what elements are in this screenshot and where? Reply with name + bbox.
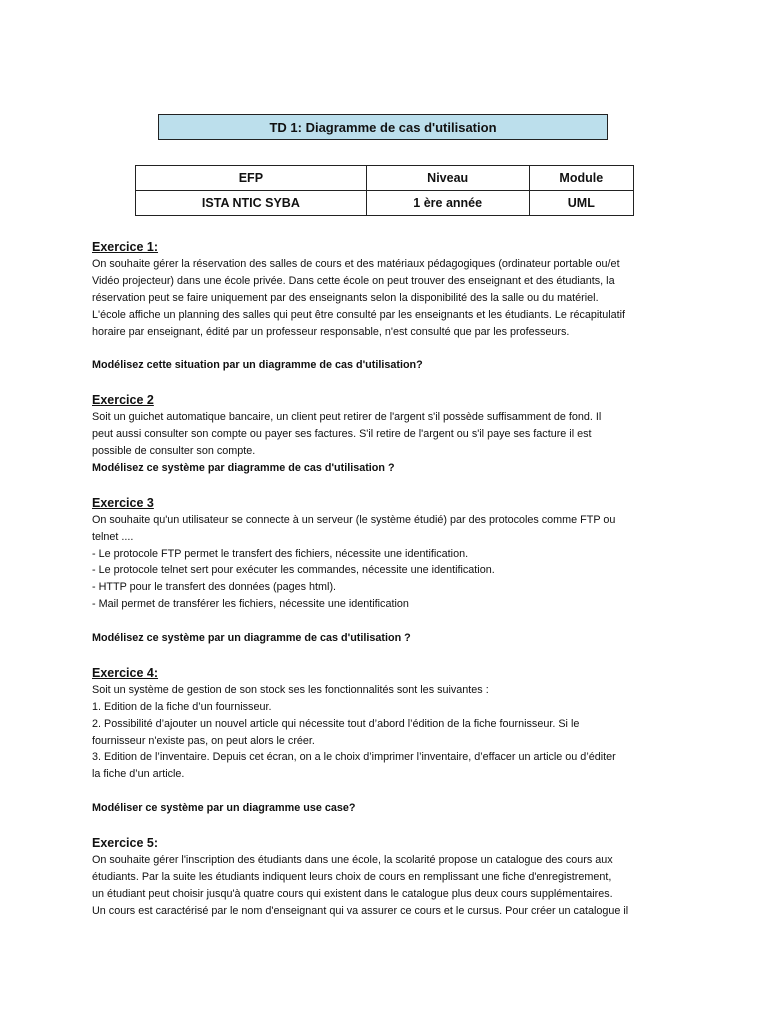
exercise-3-line: - HTTP pour le transfert des données (pages html). (92, 581, 337, 594)
value-efp: ISTA NTIC SYBA (136, 191, 367, 216)
exercise-5-title: Exercice 5: (92, 835, 159, 850)
exercise-4-line: 1. Edition de la fiche d’un fournisseur. (92, 700, 272, 713)
info-table (135, 165, 634, 216)
exercise-2 (92, 391, 684, 477)
exercise-4-line: Soit un système de gestion de son stock ses les fonctionnalités sont les suivantes : (92, 683, 489, 696)
exercise-5-line: un étudiant peut choisir jusqu'à quatre cours qui existent dans le catalogue plus deux cours supplémentaires. (92, 887, 613, 900)
exercise-5-line: étudiants. Par la suite les étudiants indiquent leurs choix de cours en remplissant une fiche d'enregistrement, (92, 870, 612, 883)
exercise-5 (92, 834, 684, 920)
header-niveau: Niveau (366, 166, 529, 191)
exercise-3-line: - Mail permet de transférer les fichiers, nécessite une identification (92, 598, 409, 611)
header-efp: EFP (136, 166, 367, 191)
exercise-5-line: Un cours est caractérisé par le nom d'enseignant qui va assurer ce cours et le cursus. Pour créer un catalogue il (92, 904, 629, 917)
exercise-3-question: Modélisez ce système par un diagramme de cas d'utilisation ? (92, 632, 411, 645)
exercise-1-title: Exercice 1: (92, 240, 159, 254)
exercise-1-line: Vidéo projecteur) dans une école privée. Dans cette école on peut trouver des enseignant et des étudiants, la (92, 274, 615, 287)
exercise-2-line: possible de consulter son compte. (92, 445, 256, 458)
exercise-2-line: Soit un guichet automatique bancaire, un client peut retirer de l'argent s'il possède suffisamment de fond. Il (92, 411, 602, 424)
document-body (92, 238, 684, 920)
exercise-5-line: On souhaite gérer l'inscription des étudiants dans une école, la scolarité propose un catalogue des cours aux (92, 853, 613, 866)
exercise-3-line: - Le protocole FTP permet le transfert des fichiers, nécessite une identification. (92, 547, 469, 560)
header-module: Module (529, 166, 633, 191)
exercise-2-line: peut aussi consulter son compte ou payer ses factures. S'il retire de l'argent ou s'il paye ses facture il est (92, 428, 592, 441)
exercise-1-line: réservation peut se faire uniquement par des enseignants selon la disponibilité des la salle ou du matériel. (92, 291, 599, 304)
exercise-3-line: telnet .... (92, 530, 134, 543)
exercise-1-line: On souhaite gérer la réservation des salles de cours et des matériaux pédagogiques (ordinateur portable ou/et (92, 258, 620, 270)
exercise-1-line: L'école affiche un planning des salles qui peut être consulté par les enseignants et les étudiants. Le récapitulatif (92, 308, 626, 321)
table-header-row (136, 166, 634, 191)
exercise-3-line: - Le protocole telnet sert pour exécuter les commandes, nécessite une identification. (92, 564, 495, 577)
exercise-4-line: 3. Edition de l’inventaire. Depuis cet écran, on a le choix d’imprimer l’inventaire, d’effacer un article ou d’éditer (92, 751, 616, 764)
exercise-4-line: fournisseur n'existe pas, on peut alors le créer. (92, 734, 315, 747)
exercise-2-question: Modélisez ce système par diagramme de cas d'utilisation ? (92, 461, 395, 474)
exercise-1-question: Modélisez cette situation par un diagramme de cas d'utilisation? (92, 359, 423, 372)
page-title: TD 1: Diagramme de cas d'utilisation (158, 114, 608, 140)
table-row (136, 191, 634, 216)
exercise-4 (92, 664, 684, 817)
exercise-4-question: Modéliser ce système par un diagramme use case? (92, 802, 356, 815)
exercise-2-title: Exercice 2 (92, 393, 154, 408)
exercise-3 (92, 494, 684, 647)
exercise-4-title: Exercice 4: (92, 665, 159, 680)
value-module: UML (529, 191, 633, 216)
exercise-3-title: Exercice 3 (92, 495, 154, 510)
exercise-1-line: horaire par enseignant, édité par un professeur responsable, n'est consulté que par les professeurs. (92, 325, 570, 338)
exercise-4-line: 2. Possibilité d’ajouter un nouvel article qui nécessite tout d’abord l’édition de la fiche fournisseur. Si le (92, 717, 580, 730)
exercise-1 (92, 238, 684, 374)
value-niveau: 1 ère année (366, 191, 529, 216)
exercise-4-line: la fiche d’un article. (92, 768, 185, 781)
exercise-3-line: On souhaite qu'un utilisateur se connecte à un serveur (le système étudié) par des protocoles comme FTP ou (92, 513, 616, 526)
